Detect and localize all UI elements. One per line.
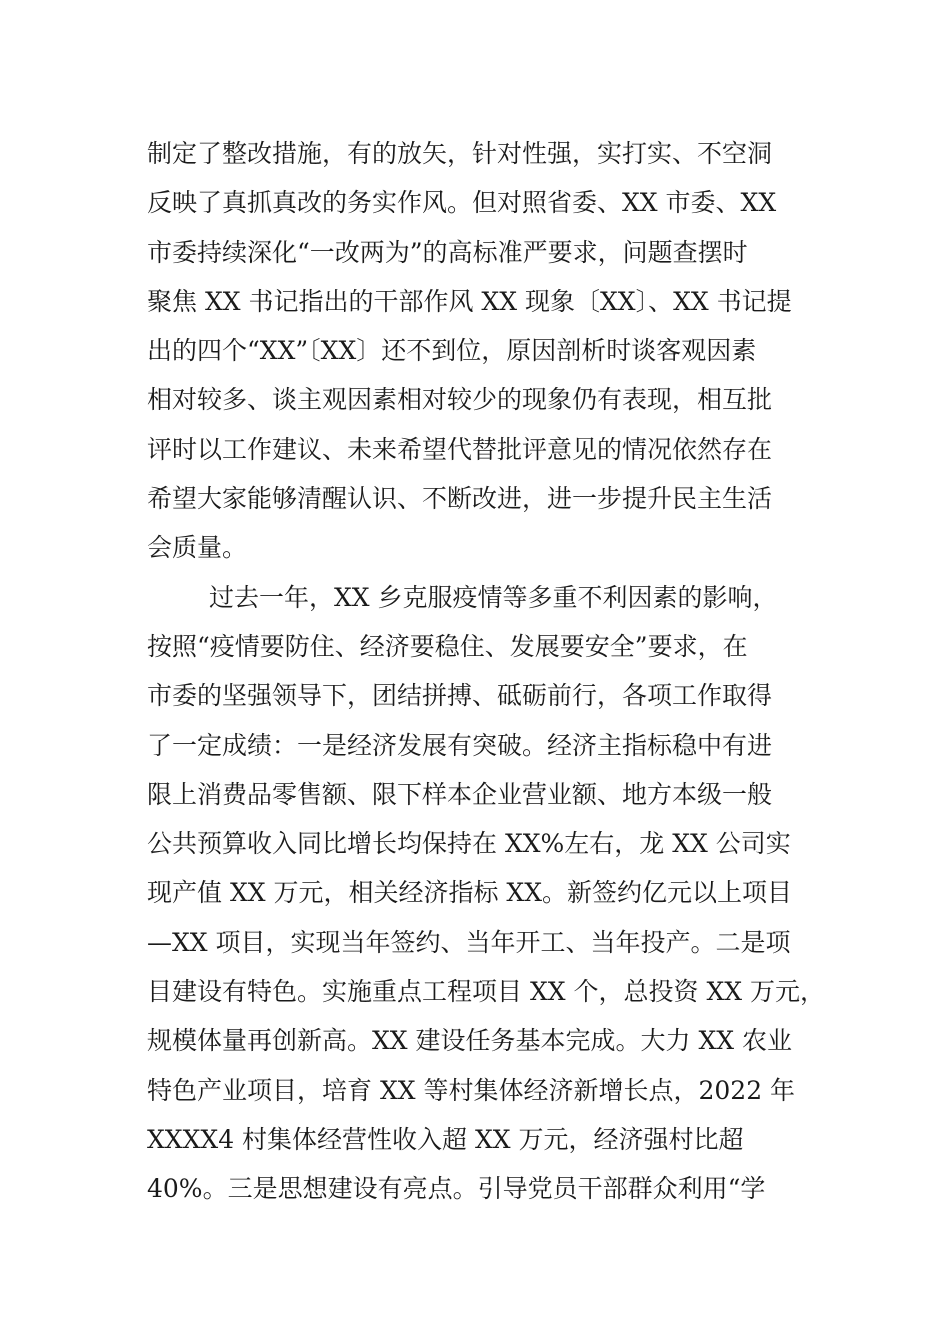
document-body bbox=[147, 129, 837, 1214]
text-line: 40%。三是思想建设有亮点。引导党员干部群众利用“学 bbox=[147, 1174, 766, 1204]
text-line: 现产值 XX 万元，相关经济指标 XX。新签约亿元以上项目 bbox=[147, 878, 793, 908]
text-line: 规模体量再创新高。XX 建设任务基本完成。大力 XX 农业 bbox=[147, 1026, 793, 1056]
text-line: 市委持续深化“一改两为”的高标准严要求，问题查摆时 bbox=[147, 237, 748, 267]
text-line: 制定了整改措施，有的放矢，针对性强，实打实、不空洞 bbox=[147, 139, 773, 168]
paragraph-2 bbox=[147, 573, 837, 1214]
text-line: 特色产业项目，培育 XX 等村集体经济新增长点，2022 年 bbox=[147, 1075, 796, 1105]
text-line: 按照“疫情要防住、经济要稳住、发展要安全”要求，在 bbox=[147, 631, 748, 661]
text-line: 限上消费品零售额、限下样本企业营业额、地方本级一般 bbox=[147, 779, 773, 809]
text-line: 市委的坚强领导下，团结拼搏、砥砺前行，各项工作取得 bbox=[147, 681, 773, 711]
text-line: 目建设有特色。实施重点工程项目 XX 个，总投资 XX 万元， bbox=[147, 977, 825, 1007]
text-line: 反映了真抓真改的务实作风。但对照省委、XX 市委、XX bbox=[147, 188, 777, 218]
text-line: —XX 项目，实现当年签约、当年开工、当年投产。二是项 bbox=[147, 927, 791, 957]
text-line: 公共预算收入同比增长均保持在 XX%左右，龙 XX 公司实 bbox=[147, 829, 791, 859]
text-line: 希望大家能够清醒认识、不断改进，进一步提升民主生活 bbox=[147, 484, 773, 514]
text-line: 相对较多、谈主观因素相对较少的现象仍有表现，相互批 bbox=[147, 385, 773, 415]
text-line: XXXX4 村集体经营性收入超 XX 万元，经济强村比超 bbox=[147, 1124, 744, 1154]
paragraph-1 bbox=[147, 129, 837, 573]
text-line: 评时以工作建议、未来希望代替批评意见的情况依然存在 bbox=[147, 434, 773, 464]
text-line: 过去一年，XX 乡克服疫情等多重不利因素的影响， bbox=[209, 582, 778, 612]
text-line: 了一定成绩：一是经济发展有突破。经济主指标稳中有进 bbox=[147, 730, 773, 760]
text-line: 聚焦 XX 书记指出的干部作风 XX 现象〔XX〕、XX 书记提 bbox=[147, 286, 792, 316]
text-line: 会质量。 bbox=[147, 533, 248, 563]
text-line: 出的四个“XX”〔XX〕还不到位，原因剖析时谈客观因素 bbox=[147, 336, 757, 366]
